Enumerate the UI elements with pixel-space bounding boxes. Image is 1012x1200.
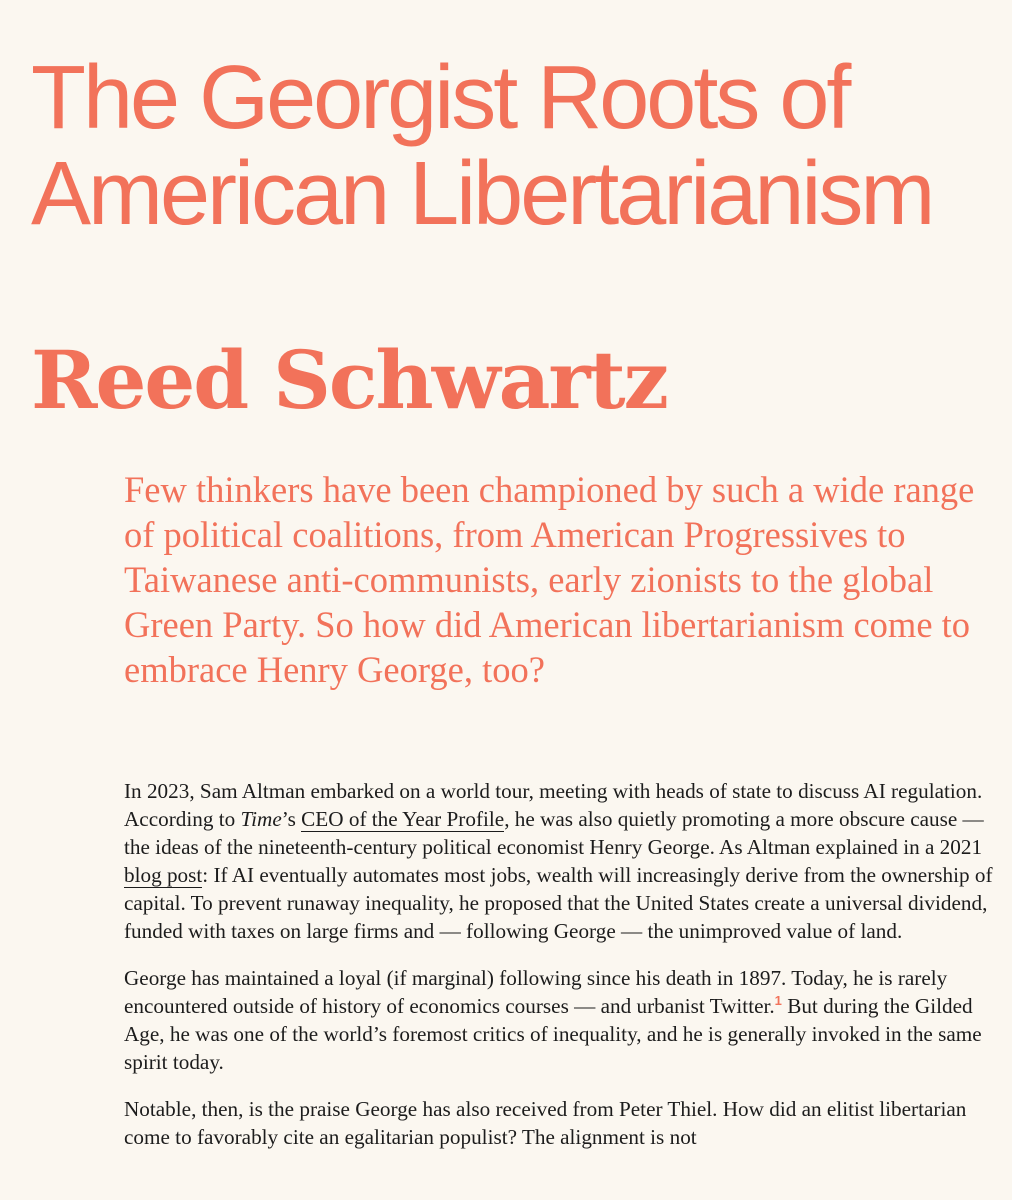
article-body	[124, 777, 994, 1170]
paragraph-3-text-a: Notable, then, is the praise George has also received from Peter Thiel. How did an elitist libertarian come to favorably cite an egalitarian populist? The alignment is not	[124, 1097, 967, 1149]
paragraph-2-text-a: George has maintained a loyal (if marginal) following since his death in 1897. Today, he is rarely encountered outside of history of economics courses — and urbanist Twitter.	[124, 966, 948, 1018]
paragraph-3	[124, 1095, 994, 1151]
time-magazine-name: Time	[240, 807, 282, 831]
paragraph-1	[124, 777, 994, 945]
article-dek: Few thinkers have been championed by such a wide range of political coalitions, from American Progressives to Taiwanese anti-communists, early zionists to the global Green Party. So how did American libertarianism come to embrace Henry George, too?	[124, 469, 975, 690]
paragraph-1-text-c: , he was also quietly promoting a more obscure cause — the ideas of the nineteenth-century political economist Henry George. As Altman explained in a 2021	[124, 807, 984, 859]
footnote-1-link[interactable]: 1	[774, 992, 782, 1008]
article-author: Reed Schwartz	[31, 333, 667, 427]
paragraph-1-text-a: In 2023, Sam Altman embarked on a world tour, meeting with heads of state to discuss AI regulation. According to	[124, 779, 983, 831]
paragraph-1-text-b: ’s	[281, 807, 302, 831]
paragraph-2-text-b: But during the Gilded Age, he was one of the world’s foremost critics of inequality, and he is generally invoked in the same spirit today.	[124, 994, 982, 1074]
paragraph-1-text-d: : If AI eventually automates most jobs, wealth will increasingly derive from the ownership of capital. To prevent runaway inequality, he proposed that the United States create a universal dividend, funded with taxes on large firms and — following George — the unimproved value of land.	[124, 863, 993, 943]
article-title: The Georgist Roots of American Libertarianism	[31, 48, 933, 244]
blog-post-link[interactable]: blog post	[124, 863, 203, 887]
ceo-of-the-year-link[interactable]: CEO of the Year Profile	[301, 807, 505, 831]
paragraph-2	[124, 964, 994, 1076]
